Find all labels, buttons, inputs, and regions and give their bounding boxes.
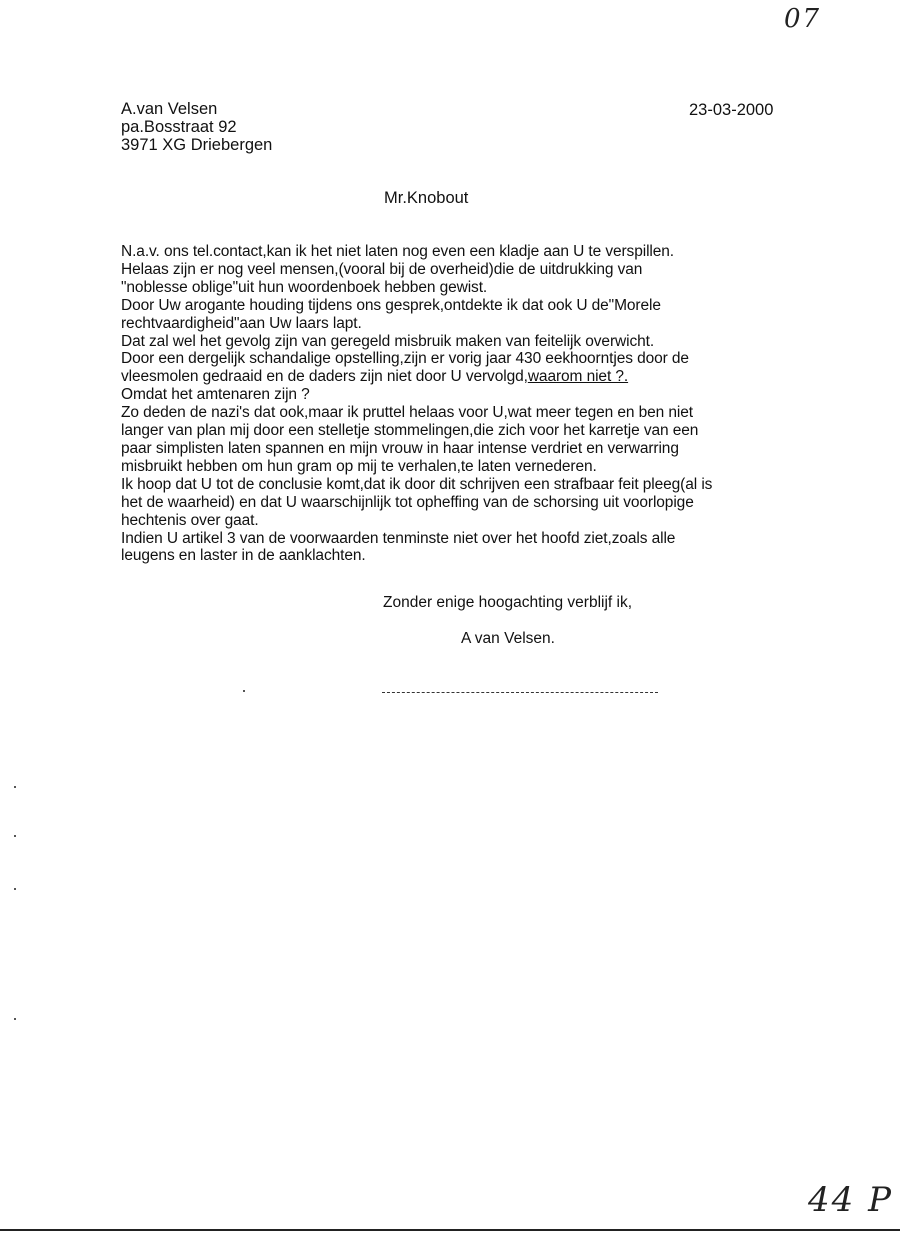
- closing-phrase: Zonder enige hoogachting verblijf ik,: [383, 594, 633, 611]
- scan-speck: [243, 690, 245, 692]
- body-line: Helaas zijn er nog veel mensen,(vooral bij de overheid)die de uitdrukking van: [121, 260, 643, 278]
- body-line: misbruikt hebben om hun gram op mij te verhalen,te laten vernederen.: [121, 457, 597, 475]
- scan-speck: [14, 888, 16, 890]
- body-line-text: vleesmolen gedraaid en de daders zijn niet door U vervolgd,: [121, 368, 528, 386]
- body-line: Zo deden de nazi's dat ook,maar ik pruttel helaas voor U,wat meer tegen en ben niet: [121, 404, 693, 422]
- body-line: leugens en laster in de aanklachten.: [121, 547, 366, 565]
- body-line: Ik hoop dat U tot de conclusie komt,dat ik door dit schrijven een strafbaar feit pleeg(al is: [121, 475, 713, 493]
- sender-street: pa.Bosstraat 92: [121, 118, 237, 136]
- recipient-salutation: Mr.Knobout: [384, 189, 469, 207]
- body-line: hechtenis over gaat.: [121, 511, 259, 529]
- scan-speck: [14, 1018, 16, 1020]
- handwritten-folio-mark: 44 P: [808, 1180, 893, 1220]
- body-line: paar simplisten laten spannen en mijn vrouw in haar intense verdriet en verwarring: [121, 439, 679, 457]
- body-line: "noblesse oblige"uit hun woordenboek hebben gewist.: [121, 278, 488, 296]
- body-line: Door Uw arogante houding tijdens ons gesprek,ontdekte ik dat ook U de"Morele: [121, 296, 661, 314]
- letter-body: [121, 243, 771, 565]
- body-line: het de waarheid) en dat U waarschijnlijk tot opheffing van de schorsing uit voorlopige: [121, 493, 694, 511]
- handwritten-page-number: 07: [784, 4, 822, 34]
- body-line: N.a.v. ons tel.contact,kan ik het niet laten nog even een kladje aan U te verspillen.: [121, 243, 674, 260]
- body-line: Indien U artikel 3 van de voorwaarden tenminste niet over het hoofd ziet,zoals alle: [121, 529, 676, 547]
- scan-edge-line: [0, 1229, 900, 1231]
- body-line: Omdat het amtenaren zijn ?: [121, 386, 310, 404]
- signature-name: A van Velsen.: [461, 630, 555, 647]
- sender-city: 3971 XG Driebergen: [121, 136, 273, 154]
- scan-speck: [14, 835, 16, 837]
- body-line: Dat zal wel het gevolg zijn van geregeld misbruik maken van feitelijk overwicht.: [121, 332, 655, 350]
- signature-line: [382, 692, 658, 693]
- body-line: Door een dergelijk schandalige opstelling,zijn er vorig jaar 430 eekhoorntjes door de: [121, 350, 689, 368]
- body-line: rechtvaardigheid"aan Uw laars lapt.: [121, 314, 362, 332]
- scan-speck: [14, 786, 16, 788]
- body-line: [121, 368, 771, 386]
- sender-address: [121, 100, 272, 154]
- letter-date: 23-03-2000: [689, 101, 774, 119]
- body-line: langer van plan mij door een stelletje stommelingen,die zich voor het karretje van een: [121, 422, 699, 440]
- underlined-question: waarom niet ?.: [527, 368, 629, 386]
- sender-name: A.van Velsen: [121, 100, 218, 118]
